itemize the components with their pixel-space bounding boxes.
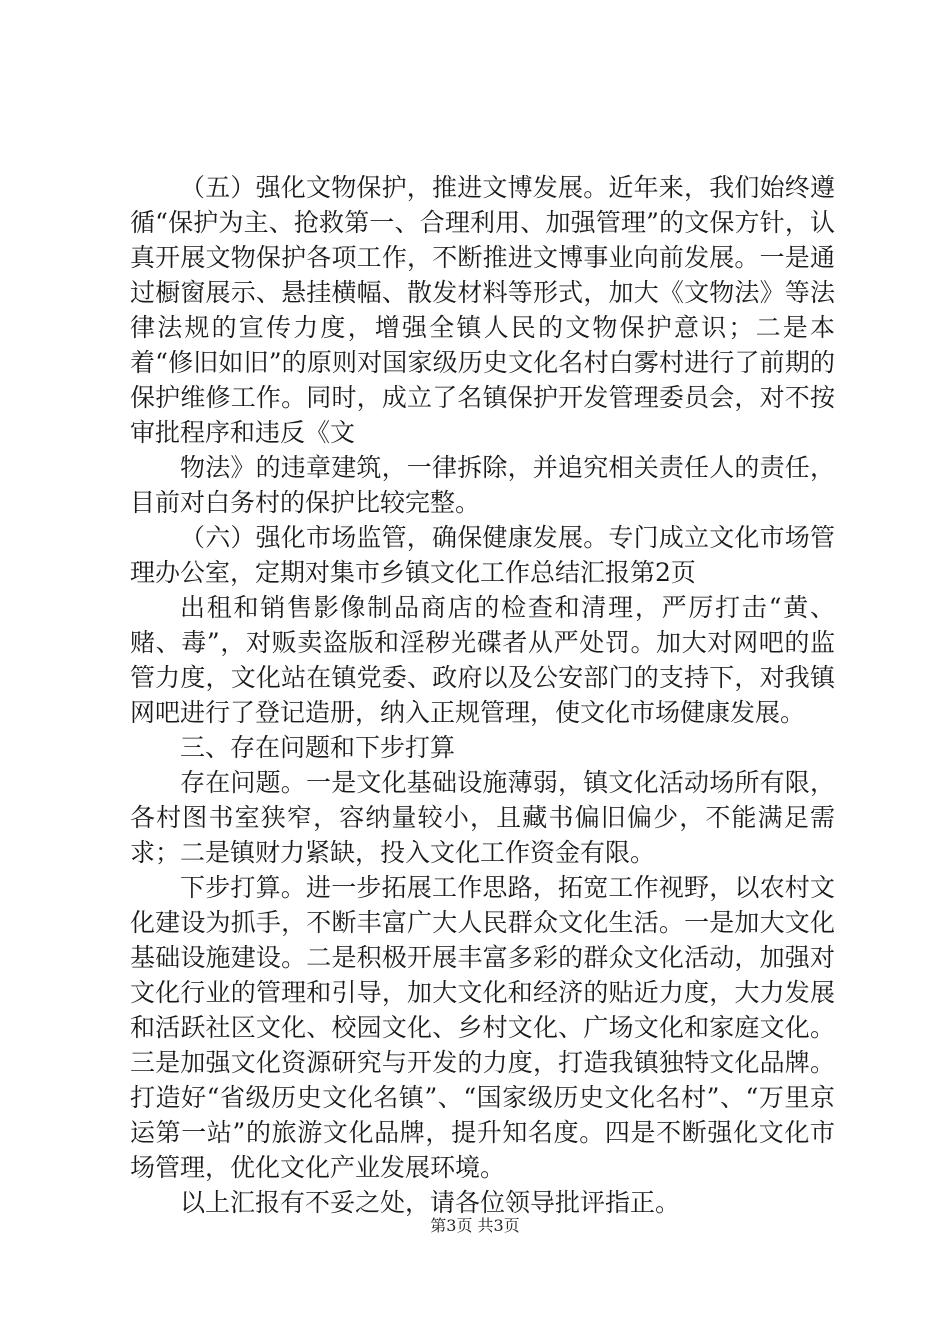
- paragraph-closing: 以上汇报有不妥之处，请各位领导批评指正。: [180, 1188, 681, 1217]
- page-footer: 第3页 共3页: [430, 1216, 520, 1235]
- paragraph-existing-problems: 存在问题。一是文化基础设施薄弱，镇文化活动场所有限，各村图书室狭窄，容纳量较小，且藏书偏旧偏少，不能满足需求；二是镇财力紧缺，投入文化工作资金有限。: [130, 768, 835, 867]
- paragraph-market-supervision: （六）强化市场监管，确保健康发展。专门成立文化市场管理办公室，定期对集市乡镇文化工作总结汇报第2页: [130, 523, 835, 587]
- paragraph-next-steps: 下步打算。进一步拓展工作思路，拓宽工作视野，以农村文化建设为抓手，不断丰富广大人民群众文化生活。一是加大文化基础设施建设。二是积极开展丰富多彩的群众文化活动，加强对文化行业的管理和引导，加大文化和经济的贴近力度，大力发展和活跃社区文化、校园文化、乡村文化、广场文化和家庭文化。三是加强文化资源研究与开发的力度，打造我镇独特文化品牌。打造好“省级历史文化名镇”、“国家级历史文化名村”、“万里京运第一站”的旅游文化品牌，提升知名度。四是不断强化文化市场管理，优化文化产业发展环境。: [130, 873, 835, 1182]
- document-body: [130, 170, 835, 1220]
- paragraph-cultural-relics: （五）强化文物保护，推进文博发展。近年来，我们始终遵循“保护为主、抢救第一、合理利用、加强管理”的文保方针，认真开展文物保护各项工作，不断推进文博事业向前发展。一是通过橱窗展示、悬挂横幅、散发材料等形式，加大《文物法》等法律法规的宣传力度，增强全镇人民的文物保护意识；二是本着“修旧如旧”的原则对国家级历史文化名村白雾村进行了前期的保护维修工作。同时，成立了名镇保护开发管理委员会，对不按审批程序和违反《文: [130, 173, 835, 447]
- section-heading-problems-plans: 三、存在问题和下步打算: [180, 733, 456, 762]
- paragraph-market-supervision-continued: 出租和销售影像制品商店的检查和清理，严厉打击“黄、赌、毒”，对贩卖盗版和淫秽光碟者从严处罚。加大对网吧的监管力度，文化站在镇党委、政府以及公安部门的支持下，对我镇网吧进行了登记造册，纳入正规管理，使文化市场健康发展。: [130, 593, 835, 727]
- paragraph-cultural-relics-continued: 物法》的违章建筑，一律拆除，并追究相关责任人的责任，目前对白务村的保护比较完整。: [130, 453, 835, 517]
